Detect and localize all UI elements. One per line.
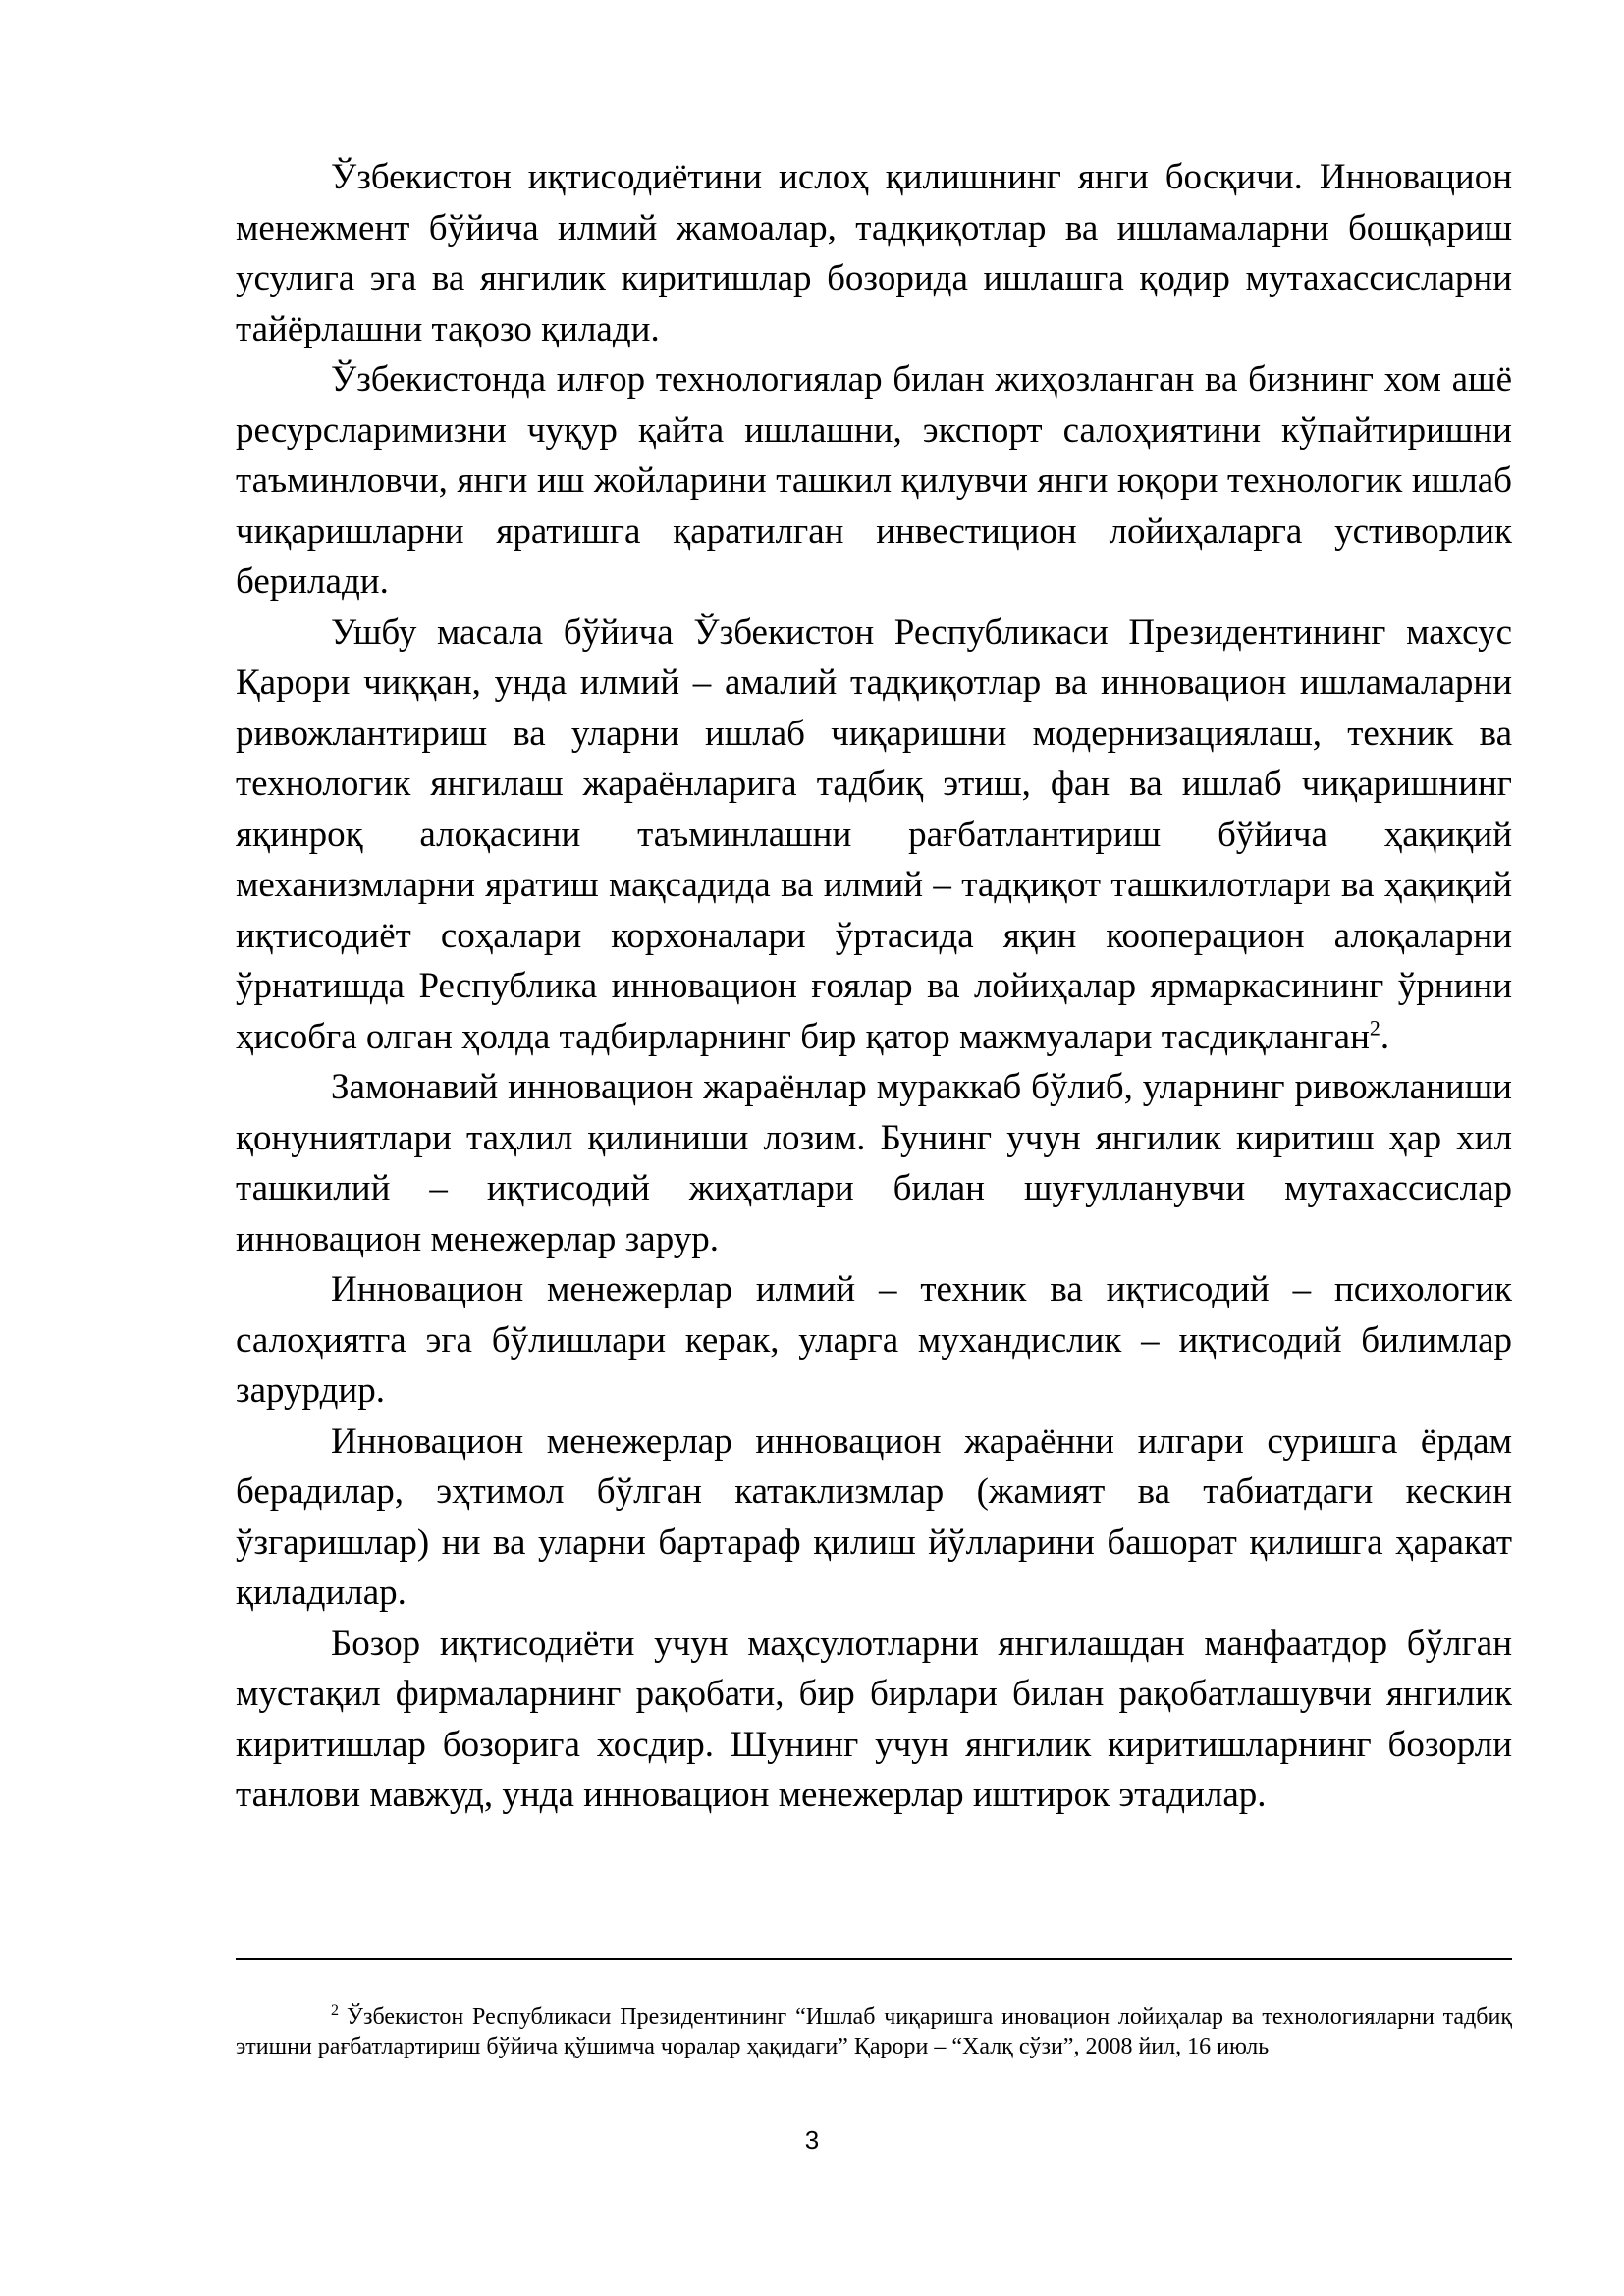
footnote-number: 2 bbox=[331, 2002, 339, 2019]
paragraph: Бозор иқтисодиёти учун маҳсулотларни янгилашдан манфаатдор бўлган мустақил фирмаларнинг рақобати, бир бирлари билан рақобатлашувчи янгилик киритишлар бозорига хосдир. Шунинг учун янгилик киритишларнинг бозорли танлови мавжуд, унда инновацион менежерлар иштирок этадилар. bbox=[236, 1623, 1512, 1815]
paragraph: Инновацион менежерлар илмий – техник ва иқтисодий – психологик салоҳиятга эга бўлишлари керак, уларга мухандислик – иқтисодий билимлар зарурдир. bbox=[236, 1269, 1512, 1411]
paragraph-tail: . bbox=[1380, 1016, 1390, 1057]
footnote-text: Ўзбекистон Республикаси Президентининг “Ишлаб чиқаришга иновацион лойиҳалар ва технологияларни тадбиқ этишни рағбатлартириш бўйича қўшимча чоралар ҳақидаги” Қарори – “Халқ сўзи”, 2008 йил, 16 июль bbox=[236, 2004, 1512, 2059]
paragraph: Ўзбекистон иқтисодиётини ислоҳ қилишнинг янги босқичи. Инновацион менежмент бўйича илмий жамоалар, тадқиқотлар ва ишламаларни бошқариш усулига эга ва янгилик киритишлар бозорида ишлашга қодир мутахассисларни тайёрлашни тақозо қилади. bbox=[236, 157, 1512, 349]
footnote-reference[interactable]: 2 bbox=[1369, 1015, 1380, 1041]
paragraph: Инновацион менежерлар инновацион жараённи илгари суришга ёрдам берадилар, эҳтимол бўлган катаклизмлар (жамият ва табиатдаги кескин ўзгаришлар) ни ва уларни бартараф қилиш йўлларини башорат қилишга ҳаракат қиладилар. bbox=[236, 1420, 1512, 1613]
paragraph: Замонавий инновацион жараёнлар мураккаб бўлиб, уларнинг ривожланиши қонуниятлари таҳлил қилиниши лозим. Бунинг учун янгилик киритиш ҳар хил ташкилий – иқтисодий жиҳатлари билан шуғулланувчи мутахассислар инновацион менежерлар зарур. bbox=[236, 1067, 1512, 1259]
page-number: 3 bbox=[804, 2125, 820, 2155]
paragraph: Ўзбекистонда илғор технологиялар билан жиҳозланган ва бизнинг хом ашё ресурсларимизни чуқур қайта ишлашни, экспорт салоҳиятини кўпайтиришни таъминловчи, янги иш жойларини ташкил қилувчи янги юқори технологик ишлаб чиқаришларни яратишга қаратилган инвестицион лойиҳаларга устиворлик берилади. bbox=[236, 359, 1512, 602]
paragraph bbox=[236, 608, 1512, 1063]
footnote bbox=[236, 2002, 1512, 2061]
footnote-separator bbox=[236, 1958, 1512, 1960]
document-body bbox=[236, 152, 1512, 1821]
paragraph-text: Ушбу масала бўйича Ўзбекистон Республикаси Президентининг махсус Қарори чиққан, унда илмий – амалий тадқиқотлар ва инновацион ишламаларни ривожлантириш ва уларни ишлаб чиқаришни модернизациялаш, техник ва технологик янгилаш жараёнларига тадбиқ этиш, фан ва ишлаб чиқаришнинг яқинроқ алоқасини таъминлашни рағбатлантириш бўйича ҳақиқий механизмларни яратиш мақсадида ва илмий – тадқиқот ташкилотлари ва ҳақиқий иқтисодиёт соҳалари корхоналари ўртасида яқин кооперацион алоқаларни ўрнатишда Республика инновацион ғоялар ва лойиҳалар ярмаркасининг ўрнини ҳисобга олган ҳолда тадбирларнинг бир қатор мажмуалари тасдиқланган bbox=[236, 612, 1512, 1057]
